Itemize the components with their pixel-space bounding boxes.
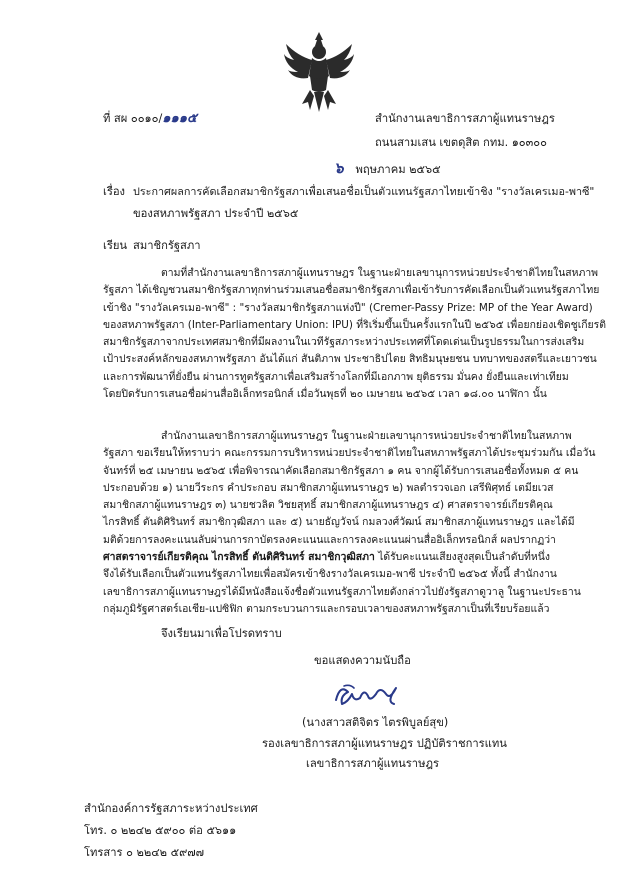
reference-prefix: ที่ สผ ๐๐๑๐/ [103,112,163,125]
paragraph-1-line: รัฐสภา ได้เชิญชวนสมาชิกรัฐสภาทุกท่านร่วมเสนอชื่อสมาชิกรัฐสภาเพื่อเข้ารับการคัดเลือกเป็นตัวแทนรัฐสภาไทย [103,284,600,297]
signatory-title-2: เลขาธิการสภาผู้แทนราษฎร [306,757,439,770]
garuda-emblem [282,30,356,114]
signatory-title-1: รองเลขาธิการสภาผู้แทนราษฎร ปฏิบัติราชการแทน [262,737,507,750]
closing-phrase: ขอแสดงความนับถือ [314,654,411,667]
paragraph-1-line: และการพัฒนาที่ยั่งยืน ผ่านการทูตรัฐสภาเพื่อเสริมสร้างโลกที่มีเอกภาพ ยุติธรรม มั่นคง ยั่งยืนและเท่าเทียม [103,370,569,383]
signatory-name: (นางสาวสติจิตร ไตรพิบูลย์สุข) [302,716,449,729]
paragraph-2-line: ไกรสิทธิ์ ตันติศิรินทร์ สมาชิกวุฒิสภา และ ๕) นายธัญวัจน์ กมลวงศ์วัฒน์ สมาชิกสภาผู้แทนราษฎร และได้มี [103,516,575,529]
paragraph-2-line: สมาชิกสภาผู้แทนราษฎร ๓) นายชวลิต วิชยสุทธิ์ สมาชิกสภาผู้แทนราษฎร ๔) ศาสตราจารย์เกียรติคุณ [103,499,553,512]
subject-label: เรื่อง [103,185,126,198]
reference-handwritten: ๑๑๑๕ [162,111,197,126]
body-paragraph-2 [103,428,596,618]
footer-phone: โทร. ๐ ๒๒๔๒ ๕๙๐๐ ต่อ ๕๖๑๑ [84,824,237,837]
subject-line-2: ของสหภาพรัฐสภา ประจำปี ๒๕๖๕ [133,207,299,220]
body-paragraph-1 [103,265,606,403]
office-address: ถนนสามเสน เขตดุสิต กทม. ๑๐๓๐๐ [375,136,547,149]
paragraph-1-line: เข้าชิง "รางวัลเครเมอ-พาซี" : "รางวัลสมาชิกรัฐสภาแห่งปี" (Cremer-Passy Prize: MP of the Year Award) [103,301,593,314]
reference-number [103,111,197,126]
salutation-text: สมาชิกรัฐสภา [133,239,201,252]
garuda-icon [282,30,356,114]
closing-request: จึงเรียนมาเพื่อโปรดทราบ [161,627,282,640]
office-name: สำนักงานเลขาธิการสภาผู้แทนราษฎร [375,112,555,125]
paragraph-2-line: มติด้วยการลงคะแนนลับผ่านการกาบัตรลงคะแนนและการลงคะแนนผ่านสื่ออิเล็กทรอนิกส์ ผลปรากฏว่า [103,533,556,546]
paragraph-2-line: เลขาธิการสภาผู้แทนราษฎรได้มีหนังสือแจ้งชื่อตัวแทนรัฐสภาไทยดังกล่าวไปยังรัฐสภาดูวาลู ในฐานะประธาน [103,585,581,598]
document-date [334,161,441,177]
subject-line-1: ประกาศผลการคัดเลือกสมาชิกรัฐสภาเพื่อเสนอชื่อเป็นตัวแทนรัฐสภาไทยเข้าชิง "รางวัลเครเมอ-พาซี" [133,185,595,198]
salutation-label: เรียน [103,239,128,252]
paragraph-2-line: จันทร์ที่ ๒๕ เมษายน ๒๕๖๕ เพื่อพิจารณาคัดเลือกสมาชิกรัฐสภา ๑ คน จากผู้ได้รับการเสนอชื่อทั้งหมด ๕ คน [103,464,579,477]
footer-fax: โทรสาร ๐ ๒๒๔๒ ๕๙๗๗ [84,846,205,859]
paragraph-2-line-highlight [103,549,551,566]
paragraph-2-line: รัฐสภา ขอเรียนให้ทราบว่า คณะกรรมการบริหารหน่วยประจำชาติไทยในสหภาพรัฐสภาได้ประชุมร่วมกัน เมื่อวัน [103,447,596,460]
paragraph-1-line: โดยปิดรับการเสนอชื่อผ่านสื่ออิเล็กทรอนิกส์ เมื่อวันพุธที่ ๒๐ เมษายน ๒๕๖๕ เวลา ๑๘.๐๐ นาฬิกา นั้น [103,388,547,401]
paragraph-2-line: ประกอบด้วย ๑) นายวีระกร คำประกอบ สมาชิกสภาผู้แทนราษฎร ๒) พลตำรวจเอก เสรีพิศุทธ์ เตมียเวส [103,481,554,494]
paragraph-1-line: เป้าประสงค์หลักของสหภาพรัฐสภา อันได้แก่ สันติภาพ ประชาธิปไตย สิทธิมนุษยชน บทบาทของสตรีและเยาวชน [103,353,597,366]
signature-icon [330,680,406,710]
paragraph-2-line: สำนักงานเลขาธิการสภาผู้แทนราษฎร ในฐานะฝ่ายเลขานุการหน่วยประจำชาติไทยในสหภาพ [161,430,572,442]
date-month-year: พฤษภาคม ๒๕๖๕ [355,163,441,176]
paragraph-1-line: ของสหภาพรัฐสภา (Inter-Parliamentary Union: IPU) ที่ริเริ่มขึ้นเป็นครั้งแรกในปี ๒๕๖๕ เพื่อยกย่องเชิดชูเกียรติ [103,318,606,331]
paragraph-2-line: จึงได้รับเลือกเป็นตัวแทนรัฐสภาไทยเพื่อสมัครเข้าชิงรางวัลเครเมอ-พาซี ประจำปี ๒๕๖๕ ทั้งนี้ สำนักงาน [103,568,557,581]
selected-candidate: ศาสตราจารย์เกียรติคุณ ไกรสิทธิ์ ตันติศิรินทร์ สมาชิกวุฒิสภา [103,551,375,564]
date-day-handwritten: ๖ [334,159,344,177]
paragraph-2-line: กลุ่มภูมิรัฐศาสตร์เอเชีย-แปซิฟิก ตามกระบวนการและกรอบเวลาของสหภาพรัฐสภาเป็นที่เรียบร้อยแล้ว [103,602,550,615]
handwritten-signature [330,680,406,710]
paragraph-1-line: ตามที่สำนักงานเลขาธิการสภาผู้แทนราษฎร ในฐานะฝ่ายเลขานุการหน่วยประจำชาติไทยในสหภาพ [161,267,599,279]
footer-department: สำนักองค์การรัฐสภาระหว่างประเทศ [84,802,258,815]
selected-candidate-tail: ได้รับคะแนนเสียงสูงสุดเป็นลำดับที่หนึ่ง [374,551,550,564]
paragraph-1-line: สมาชิกรัฐสภาจากประเทศสมาชิกที่มีผลงานในเวทีรัฐสภาระหว่างประเทศที่โดดเด่นเป็นรูปธรรมในการส่งเสริม [103,336,585,349]
